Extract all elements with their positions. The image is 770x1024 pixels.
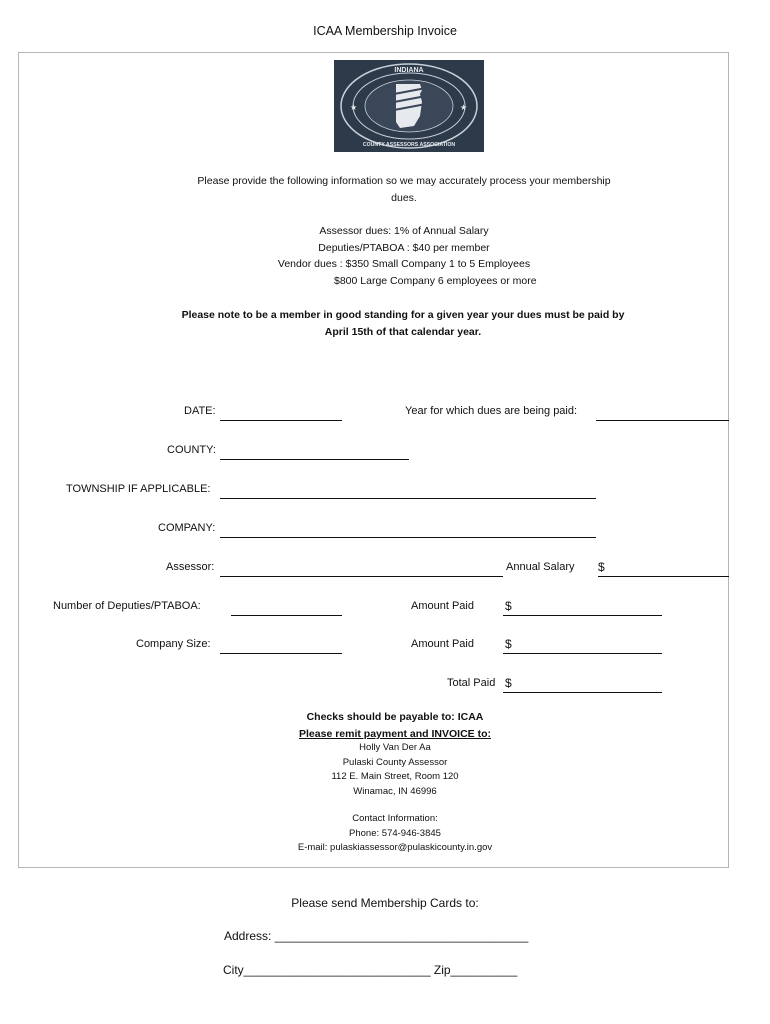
page-title: ICAA Membership Invoice: [313, 24, 457, 38]
deputies-dues: Deputies/PTABOA : $40 per member: [318, 241, 490, 254]
company-size-field[interactable]: [220, 653, 342, 654]
amount-paid-field-1[interactable]: [503, 615, 662, 616]
contact-phone: Phone: 574-946-3845: [349, 827, 441, 839]
amount-paid-label-2: Amount Paid: [411, 638, 474, 650]
annual-salary-field[interactable]: [598, 576, 729, 577]
remit-heading: Please remit payment and INVOICE to:: [299, 728, 491, 740]
county-label: COUNTY:: [167, 444, 216, 456]
assessor-field[interactable]: [220, 576, 503, 577]
year-field[interactable]: [596, 420, 729, 421]
svg-text:★: ★: [460, 103, 468, 112]
svg-text:★: ★: [350, 103, 358, 112]
assessor-label: Assessor:: [166, 561, 215, 573]
logo-top-text: INDIANA: [394, 67, 424, 74]
date-label: DATE:: [184, 405, 216, 417]
remit-office: Pulaski County Assessor: [342, 756, 448, 768]
contact-header: Contact Information:: [352, 813, 438, 824]
annual-salary-label: Annual Salary: [506, 561, 575, 573]
date-field[interactable]: [220, 420, 342, 421]
total-paid-label: Total Paid: [447, 677, 496, 689]
county-field[interactable]: [220, 459, 409, 460]
township-field[interactable]: [220, 498, 596, 499]
dues-info: [230, 223, 578, 289]
membership-cards-heading: Please send Membership Cards to:: [291, 896, 479, 910]
logo-bottom-text: COUNTY ASSESSORS ASSOCIATION: [362, 142, 456, 148]
card-address-field[interactable]: Address: ______________________________________: [224, 929, 529, 943]
contact-info: [190, 812, 600, 856]
remit-street: 112 E. Main Street, Room 120: [331, 771, 459, 782]
total-paid-dollar: $: [505, 676, 512, 690]
company-field[interactable]: [220, 537, 596, 538]
total-paid-field[interactable]: [503, 692, 662, 693]
card-city-zip-field[interactable]: City____________________________ Zip__________: [223, 963, 518, 977]
deputies-label: Number of Deputies/PTABOA:: [53, 600, 201, 612]
assessor-dues: Assessor dues: 1% of Annual Salary: [319, 225, 489, 237]
dues-deadline-notice: Please note to be a member in good standing for a given year your dues must be paid by April 15th of that calendar year.: [181, 309, 625, 338]
salary-dollar-sign: $: [598, 560, 605, 574]
amount-paid-dollar-2: $: [505, 637, 512, 651]
company-label: COMPANY:: [158, 522, 216, 534]
remit-address: [190, 741, 600, 799]
remit-name: Holly Van Der Aa: [359, 742, 431, 753]
vendor-dues: Vendor dues : $350 Small Company 1 to 5 Employees: [277, 258, 531, 270]
amount-paid-dollar-1: $: [505, 599, 512, 613]
checks-payable: Checks should be payable to: ICAA: [306, 711, 484, 723]
vendor-large-dues: $800 Large Company 6 employees or more: [334, 274, 537, 287]
intro-text: Please provide the following information so we may accurately process your membership dues.: [197, 175, 611, 204]
contact-email: E-mail: pulaskiassessor@pulaskicounty.in.gov: [297, 842, 493, 853]
amount-paid-label-1: Amount Paid: [411, 600, 474, 612]
amount-paid-field-2[interactable]: [503, 653, 662, 654]
deputies-field[interactable]: [231, 615, 342, 616]
township-label: TOWNSHIP IF APPLICABLE:: [66, 483, 211, 495]
year-label: Year for which dues are being paid:: [405, 405, 578, 417]
icaa-logo: [334, 60, 484, 152]
company-size-label: Company Size:: [136, 638, 211, 650]
remit-city: Winamac, IN 46996: [353, 785, 437, 797]
